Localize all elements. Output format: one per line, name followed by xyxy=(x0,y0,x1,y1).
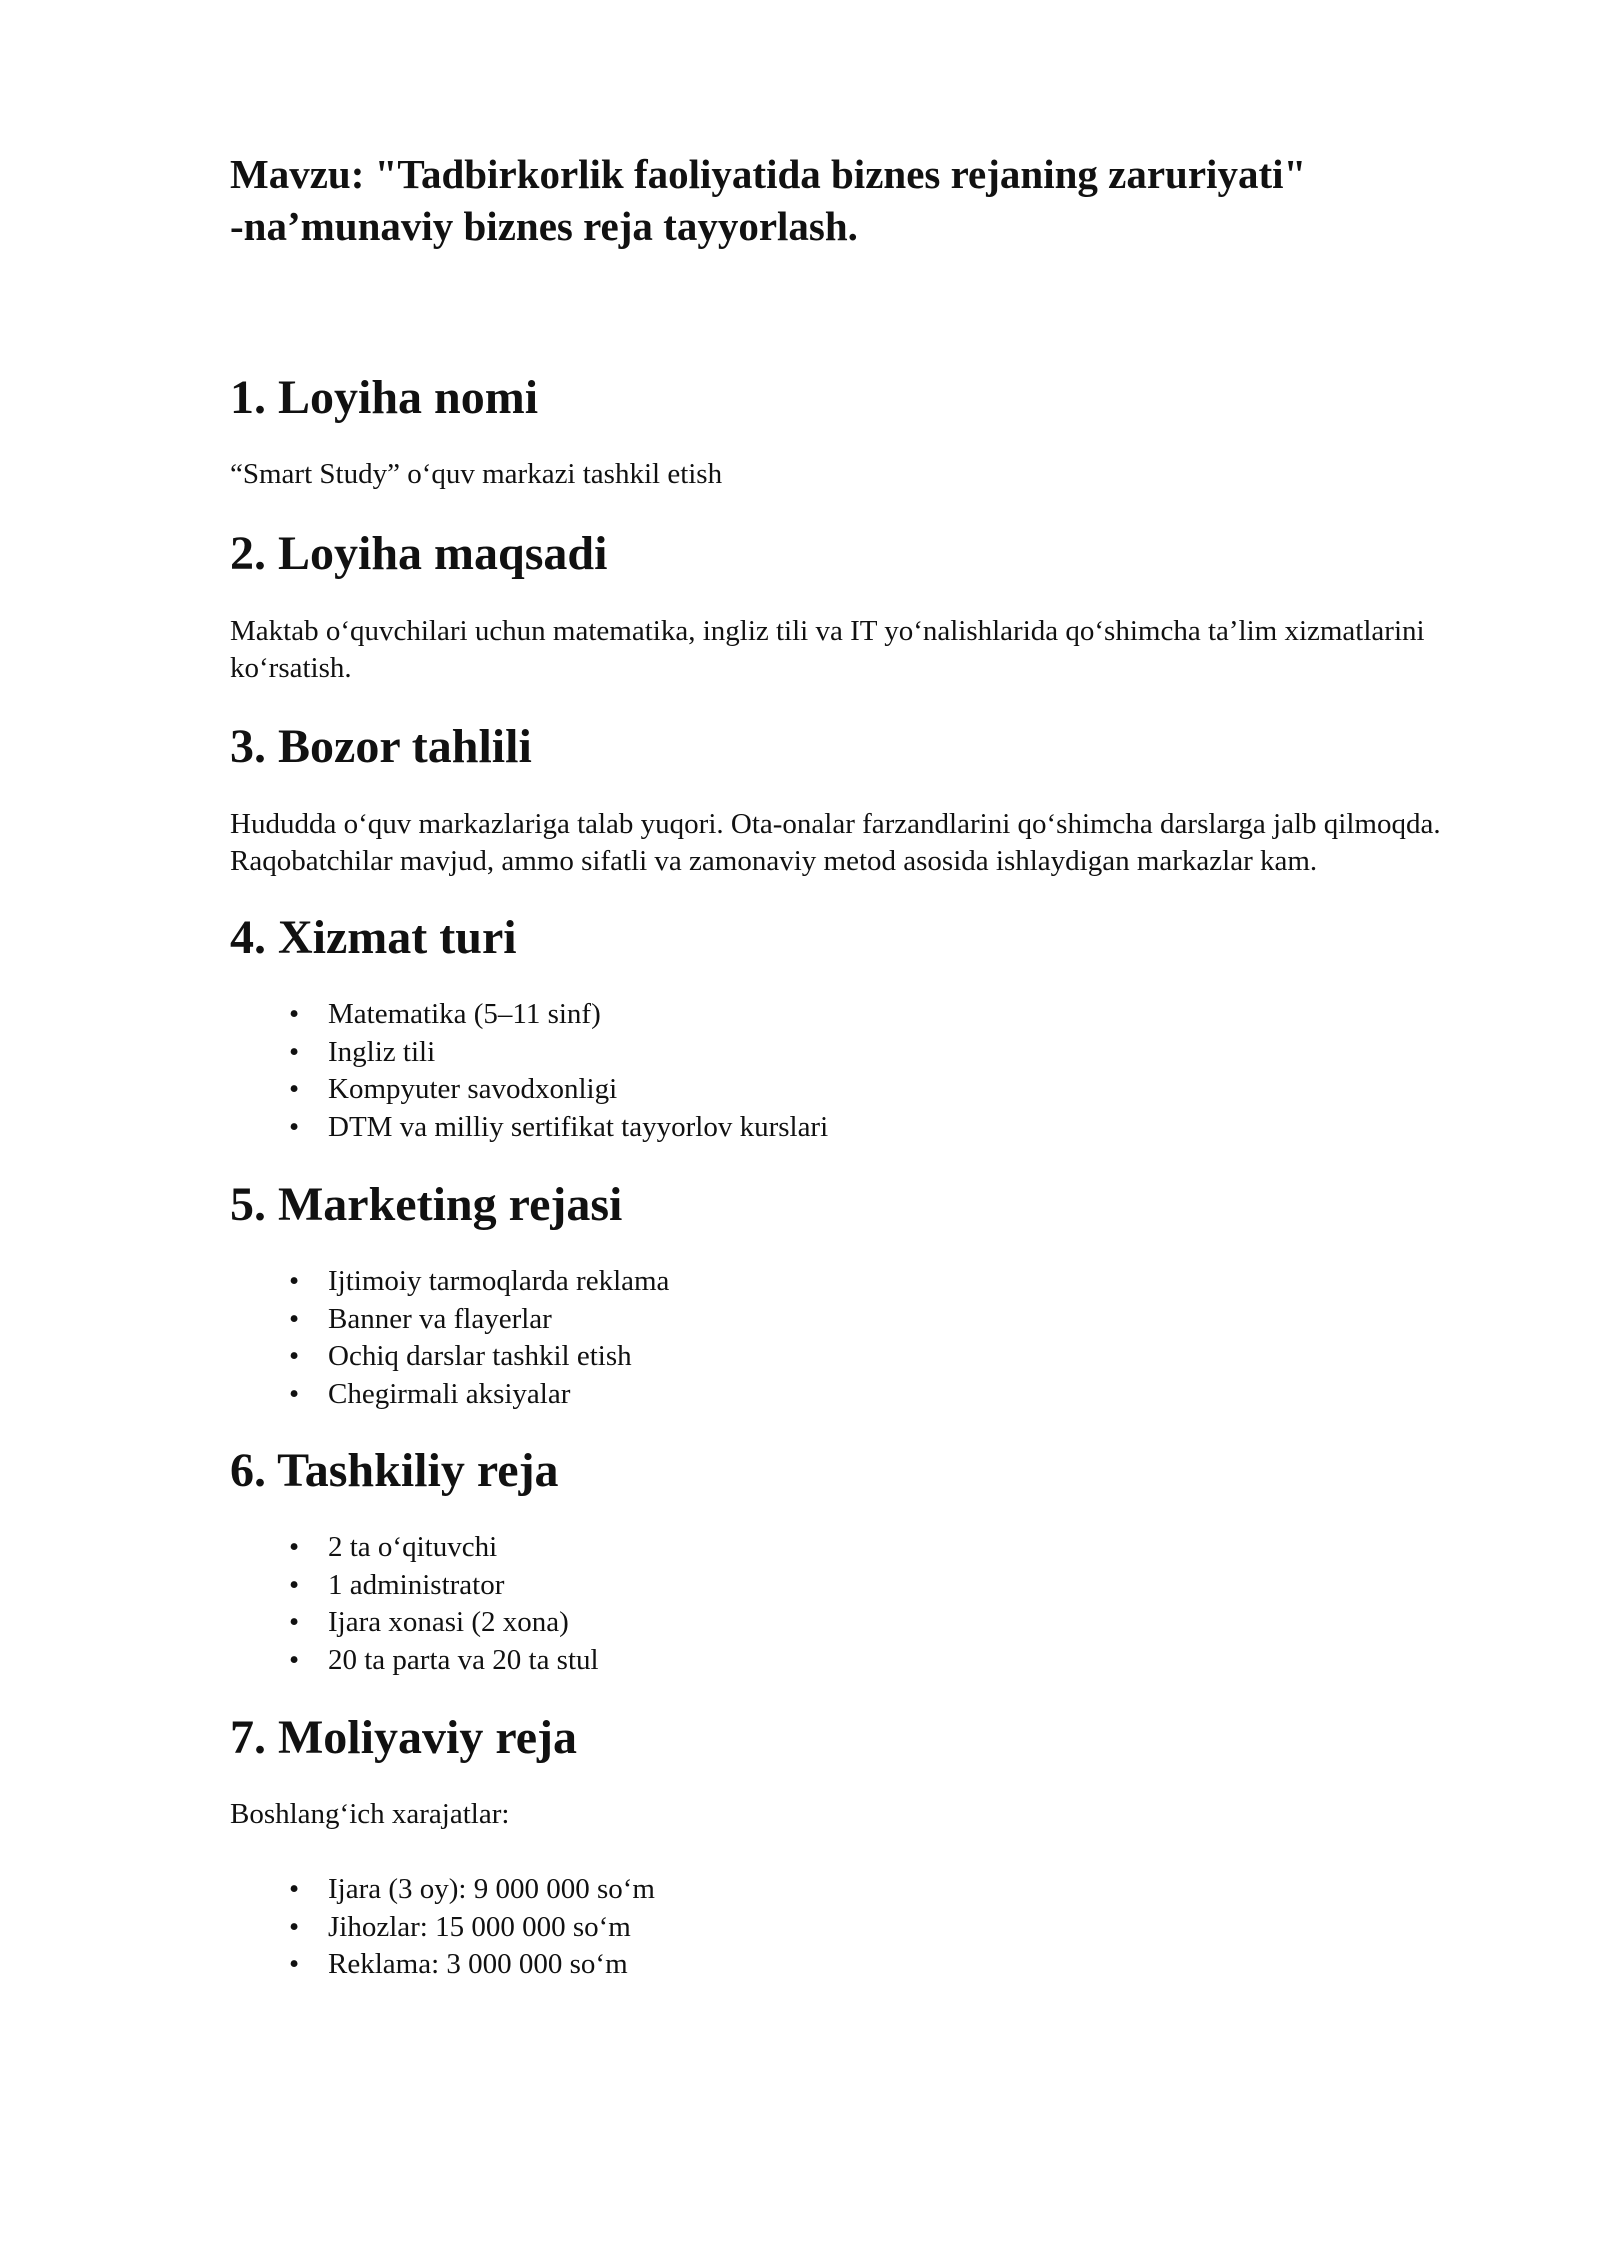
bullet-icon: • xyxy=(289,1302,300,1335)
section-heading-loyiha-nomi: 1. Loyiha nomi xyxy=(230,371,539,424)
topic-line-1: Mavzu: "Tadbirkorlik faoliyatida biznes rejaning zaruriyati" xyxy=(230,151,1307,197)
section-paragraph-moliyaviy-reja: Boshlang‘ich xarajatlar: xyxy=(230,1798,510,1830)
topic-line-2: -na’munaviy biznes reja tayyorlash. xyxy=(230,203,858,249)
bullet-list-tashkiliy-reja xyxy=(230,1529,1450,1679)
section-paragraph-loyiha-maqsadi: Maktab o‘quvchilari uchun matematika, ingliz tili va IT yo‘nalishlarida qo‘shimcha ta’lim xizmatlarini ko‘rsatish. xyxy=(230,615,1425,684)
bullet-list-xizmat-turi xyxy=(230,996,1450,1146)
bullet-icon: • xyxy=(289,1531,300,1563)
section-heading-xizmat-turi: 4. Xizmat turi xyxy=(230,911,517,964)
list-item: • Chegirmali aksiyalar xyxy=(230,1376,1450,1414)
list-item: • Ijtimoiy tarmoqlarda reklama xyxy=(230,1263,1450,1301)
section-heading-bozor-tahlili: 3. Bozor tahlili xyxy=(230,720,532,773)
list-item: • 1 administrator xyxy=(230,1567,1450,1605)
document-page xyxy=(230,148,1450,1984)
section-heading-marketing-rejasi: 5. Marketing rejasi xyxy=(230,1178,623,1231)
bullet-icon: • xyxy=(289,1265,300,1297)
list-item: • Banner va flayerlar xyxy=(230,1301,1450,1339)
list-item: • 2 ta o‘qituvchi xyxy=(230,1529,1450,1567)
bullet-icon: • xyxy=(289,1910,300,1943)
list-item: • Ochiq darslar tashkil etish xyxy=(230,1338,1450,1376)
bullet-list-moliyaviy-reja xyxy=(230,1871,1450,1984)
bullet-icon: • xyxy=(289,1606,300,1638)
list-item: • Ijara (3 oy): 9 000 000 so‘m xyxy=(230,1871,1450,1909)
bullet-icon: • xyxy=(289,998,300,1030)
list-item: • Jihozlar: 15 000 000 so‘m xyxy=(230,1909,1450,1947)
list-item: • Kompyuter savodxonligi xyxy=(230,1071,1450,1109)
list-item: • Ijara xonasi (2 xona) xyxy=(230,1604,1450,1642)
bullet-icon: • xyxy=(289,1643,300,1676)
list-item: • Ingliz tili xyxy=(230,1034,1450,1072)
bullet-icon: • xyxy=(289,1377,300,1410)
list-item: • 20 ta parta va 20 ta stul xyxy=(230,1642,1450,1680)
bullet-icon: • xyxy=(289,1340,300,1372)
section-paragraph-bozor-tahlili: Hududda o‘quv markazlariga talab yuqori. Ota-onalar farzandlarini qo‘shimcha darslarga jalb qilmoqda. Raqobatchilar mavjud, ammo sifatli va zamonaviy metod asosida ishlaydigan markazlar kam. xyxy=(230,808,1441,877)
document-topic xyxy=(230,148,1450,252)
bullet-icon: • xyxy=(289,1568,300,1601)
section-heading-loyiha-maqsadi: 2. Loyiha maqsadi xyxy=(230,527,608,580)
bullet-icon: • xyxy=(289,1073,300,1105)
list-item: • DTM va milliy sertifikat tayyorlov kurslari xyxy=(230,1109,1450,1147)
bullet-icon: • xyxy=(289,1873,300,1905)
list-item: • Matematika (5–11 sinf) xyxy=(230,996,1450,1034)
bullet-icon: • xyxy=(289,1110,300,1143)
bullet-icon: • xyxy=(289,1035,300,1068)
bullet-list-marketing-rejasi xyxy=(230,1263,1450,1413)
section-heading-tashkiliy-reja: 6. Tashkiliy reja xyxy=(230,1444,559,1497)
section-heading-moliyaviy-reja: 7. Moliyaviy reja xyxy=(230,1711,578,1764)
bullet-icon: • xyxy=(289,1948,300,1980)
section-paragraph-loyiha-nomi: “Smart Study” o‘quv markazi tashkil etish xyxy=(230,458,723,490)
list-item: • Reklama: 3 000 000 so‘m xyxy=(230,1946,1450,1984)
